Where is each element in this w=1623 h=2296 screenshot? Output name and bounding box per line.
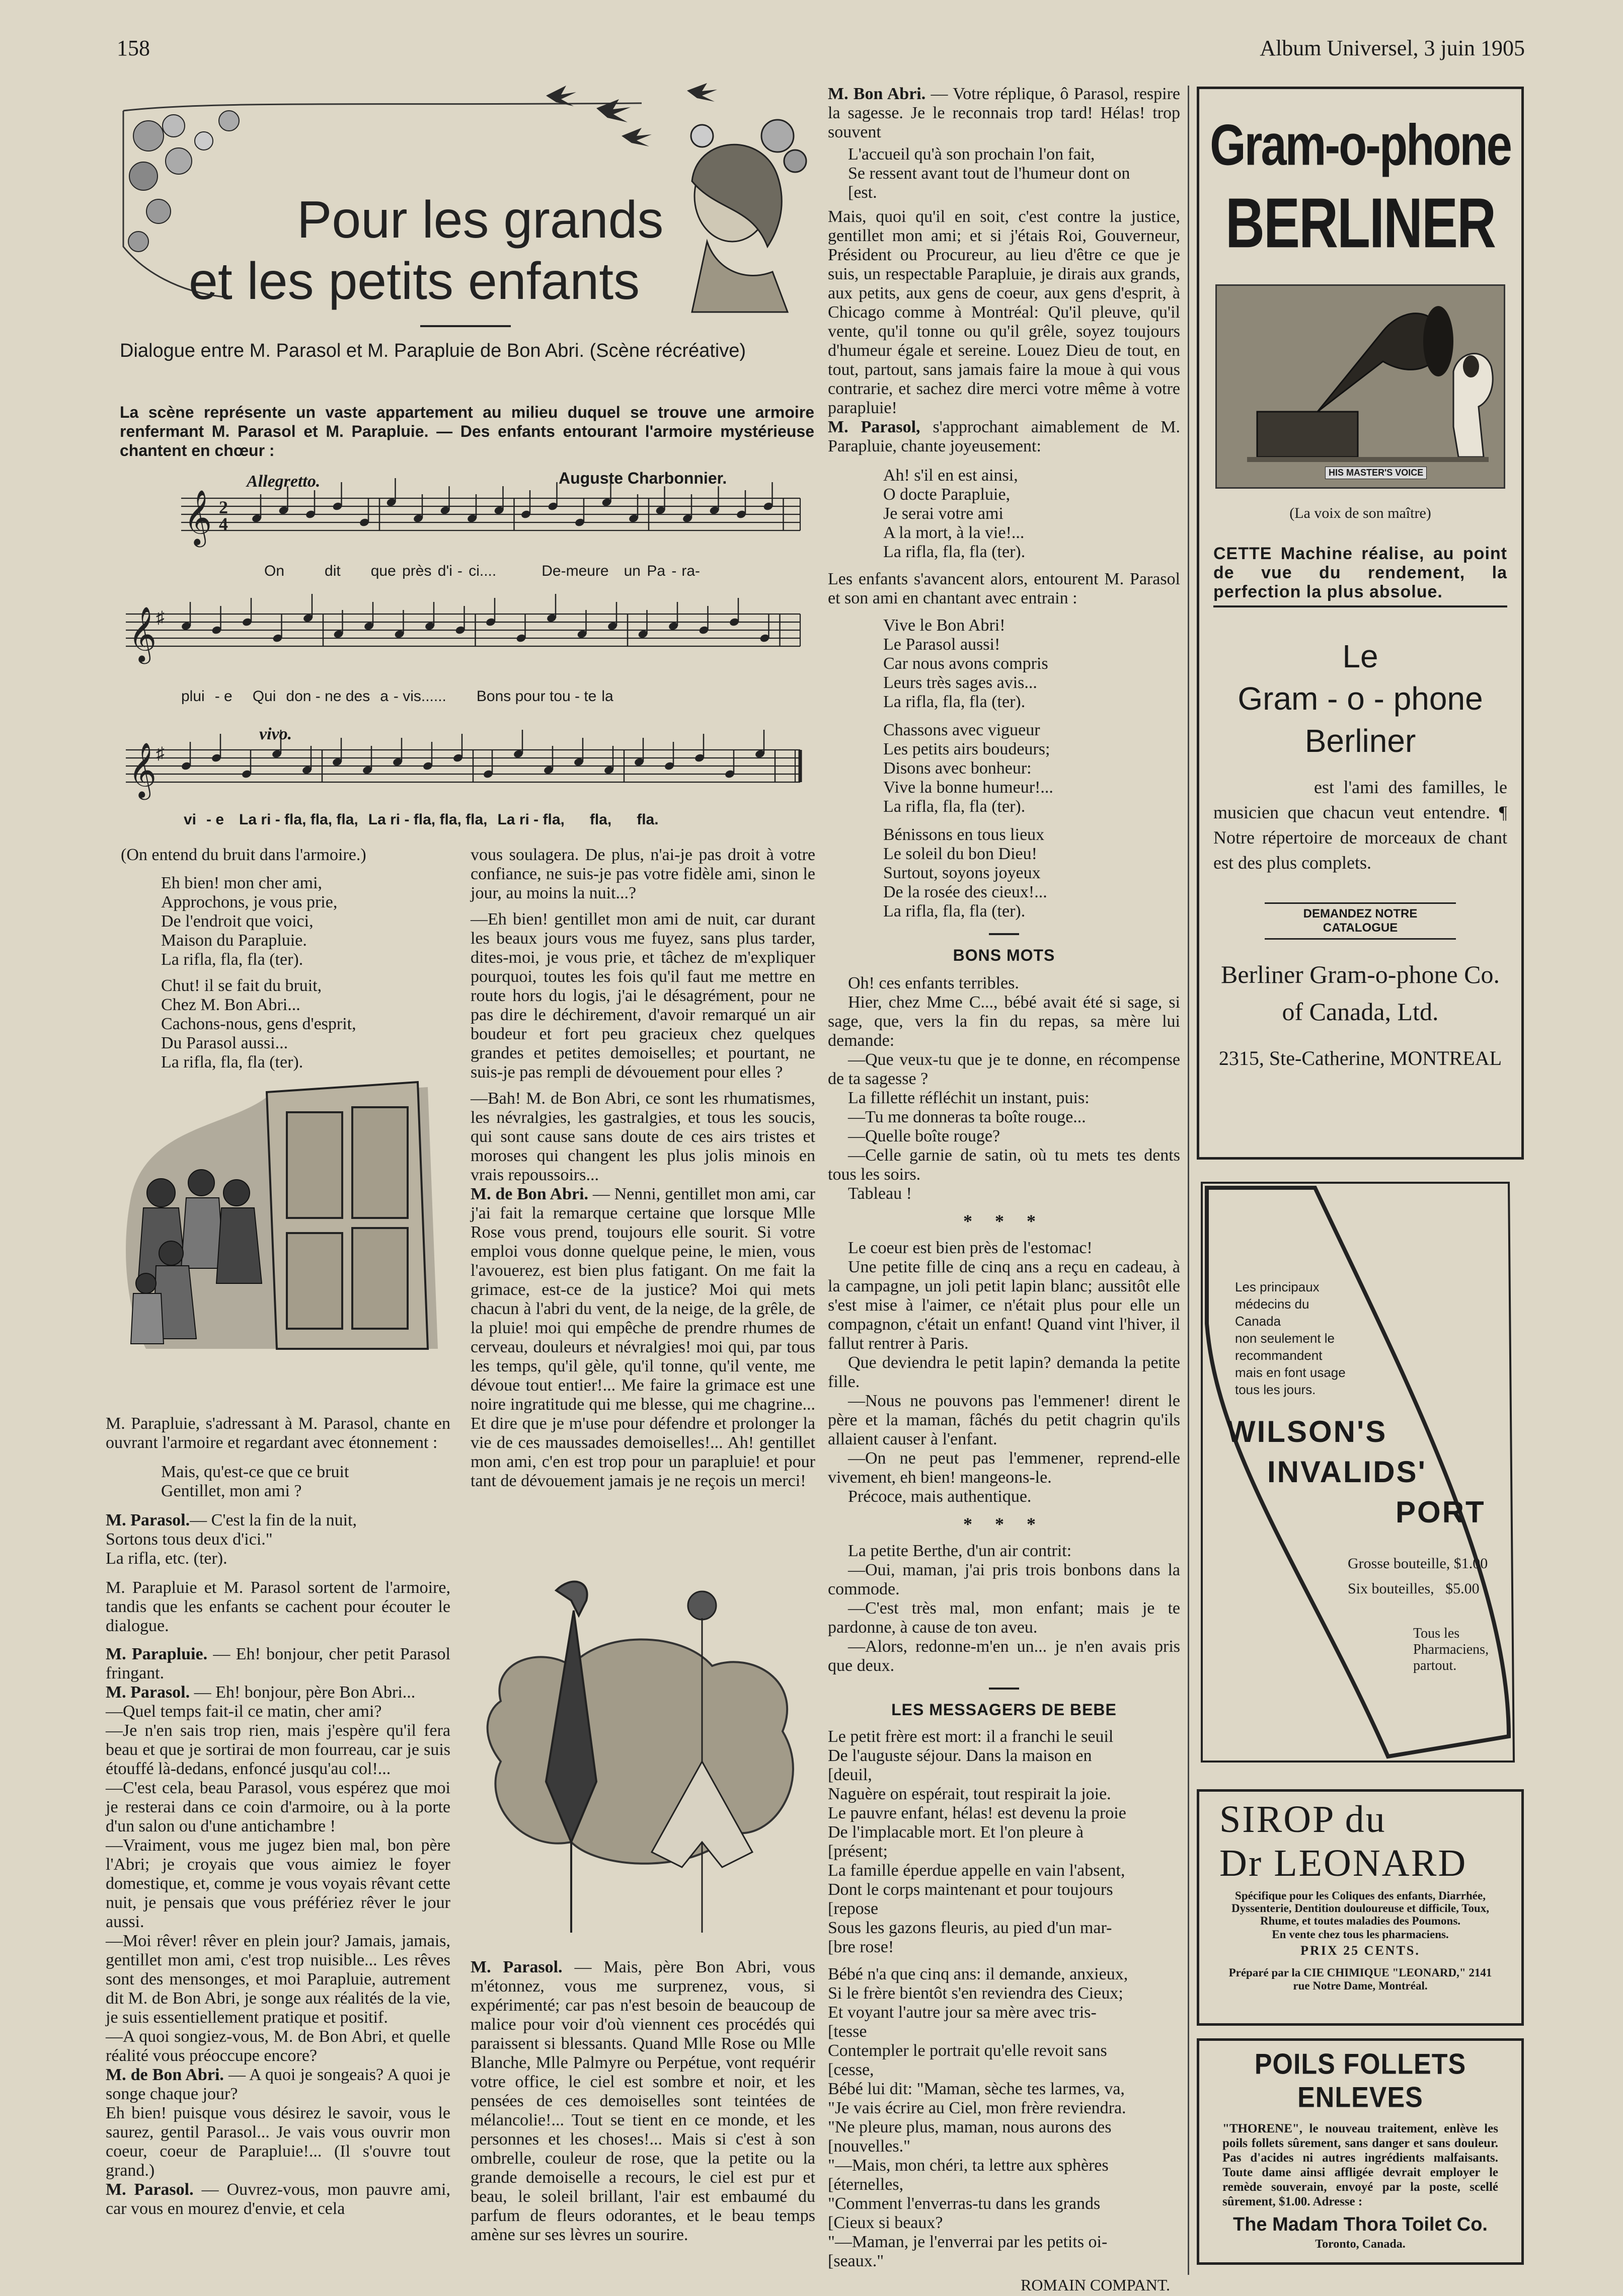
svg-text:𝄞: 𝄞 xyxy=(128,606,157,662)
lyrics-line-3: vi - e La ri - fla, fla, fla, La ri - fla, fla, fla, La ri - fla, fla, fla. xyxy=(184,811,659,828)
ad-sirop-title1: SIROP du xyxy=(1219,1798,1386,1841)
ad-sirop-sale: En vente chez tous les pharmaciens. xyxy=(1272,1928,1449,1941)
lady-portrait xyxy=(691,120,806,312)
ad-wilson-price2: Six bouteilles, $5.00 xyxy=(1348,1580,1480,1597)
ad-company-line1: Berliner Gram-o-phone Co. xyxy=(1220,960,1500,988)
section-rule xyxy=(989,933,1019,935)
music-score xyxy=(121,463,805,825)
flowers-left xyxy=(128,111,239,252)
signature: ROMAIN COMPANT. xyxy=(1021,2276,1170,2294)
dialogue-line: M. Parapluie. — Eh! bonjour, cher petit Parasol fringant. xyxy=(106,1645,451,1682)
ad-wilson-line2: INVALIDS' xyxy=(1267,1455,1427,1489)
stage-direction: M. Parapluie et M. Parasol sortent de l'armoire, tandis que les enfants se cachent pour écouter le dialogue. xyxy=(106,1578,450,1635)
ad-name-line1: Gram - o - phone xyxy=(1238,680,1483,717)
composer: Auguste Charbonnier. xyxy=(559,469,727,487)
separator-stars: * * * xyxy=(963,1211,1045,1231)
ad-poils-title: POILS FOLLETS ENLEVES xyxy=(1254,2048,1466,2114)
column-3: M. Bon Abri. — Votre réplique, ô Parasol, respire la sagesse. Je le reconnais trop tard! Hélas! trop souvent L'accueil qu'à son prochain l'on fait, Se ressent avant tout de l'humeur dont on [est. Mais, quoi qu'il en soit, c'est contre la justice, gentillet mon ami; et si j'étais Roi, Gouverneur, Président ou Procureur, au lieu d'être ce que je suis, un respectable Parapluie, je dirais aux grands, aux petits, aux gens de coeur, aux gens d'esprit, à Chicago comme à Montréal: Qu'il pleuve, qu'il vente, qu'il tonne ou qu'il grêle, soyez toujours d'humeur égale et sereine. Louez Dieu de tout, en tout, partout, sans jamais faire la moue à qui vous contrarie, et sachez dire merci votre même à votre parapluie! M. Parasol, s'approchant aimablement de M. Parapluie, chante joyeusement: Ah! s'il en est ainsi, O docte Parapluie, Je serai votre ami A la mort, à la vie!... La rifla, fla, fla (ter). Les enfants s'avancent alors, entourent M. Parasol et son ami en chantant avec entrain : Vive le Bon Abri! Le Parasol aussi! Car nous avons compris Leurs très sages avis... La rifla, fla, fla (ter). Chassons avec vigueur Les petits airs boudeurs; Disons avec bonheur: Vive la bonne humeur!... La rifla, fla, fla (ter). Bénissons en tous lieux Le soleil du bon Dieu! Surtout, soyons joyeux De la rosée des cieux!... La rifla, fla, fla (ter). BONS MOTS Oh! ces enfants terribles. Hier, chez Mme C..., bébé avait été si sage, si sage, que, vers la fin du repas, sa mère lui demande: —Que veux-tu que je te donne, en récompense de ta sagesse ? La fillette réfléchit un instant, puis: —Tu me donneras ta boîte rouge... —Quelle boîte rouge? —Celle garnie de satin, où tu mets tes dents tous les soirs. Tableau ! * * * Le coeur est bien près de l'estomac! Une petite fille de cinq ans a reçu en cadeau, à la campagne, un joli petit lapin blanc; aussitôt elle s'est mise à l'aimer, ce n'était plus pour elle un compagnon, c'était un enfant! Quand vint l'hiver, il fallut rentrer à Paris. Que deviendra le petit lapin? demanda la petite fille. —Nous ne pouvons pas l'emmener! dirent le père et la maman, fâchés du petit chagrin qu'ils allaient causer à l'enfant. —On ne peut pas l'emmener, reprend-elle vivement, eh bien! mangeons-le. Précoce, mais authentique. * * * La petite Berthe, d'un air contrit: —Oui, maman, j'ai pris trois bonbons dans la commode. —C'est très mal, mon enfant; mais je te pardonne, à cause de ton aveu. —Alors, redonne-m'en un... je n'en avais pris que deux. LES MESSAGERS DE BEBE Le petit frère est mort: il a franchi le seuil De l'auguste séjour. Dans la maison en [deuil, Naguère on espérait, tout respirait la joie. Le pauvre enfant, hélas! est devenu la proie De l'implacable mort. Et l'on pleure à [présent; La famille éperdue appelle en vain l'absent, Dont le corps maintenant et pour toujours [repose Sous les gazons fleuris, au pied d'un mar- [bre rose! Bébé n'a que cinq ans: il demande, anxieux, Si le frère bientôt s'en reviendra des Cieux; Et voyant l'autre jour sa mère avec tris- [tesse Contempler le portrait qu'elle revoit sans [cesse, Bébé lui dit: "Maman, sèche tes larmes, va, "Je vais écrire au Ciel, mon frère reviendra. "Ne pleure plus, maman, nous aurons des [nouvelles." "—Mais, mon chéri, ta lettre aux sphères [éternelles, "Comment l'enverras-tu dans les grands [Cieux si beaux? "—Maman, je l'enverrai par les petits oi- [seaux." ROMAIN COMPANT. xyxy=(828,85,1180,2294)
lyrics-line-1: On dit que près d'i - ci.... De-meure un Pa - ra- xyxy=(264,563,701,579)
umbrella xyxy=(546,1582,596,1933)
ad-poils xyxy=(1197,2038,1524,2265)
svg-text:♯: ♯ xyxy=(156,608,165,627)
scene-intro: La scène représente un vaste appartement au milieu duquel se trouve une armoire renfermant M. Parasol et M. Parapluie. — Des enfants entourant l'armoire mystérieuse chantent en chœur : xyxy=(120,403,814,460)
dialogue-line: —Moi rêver! rêver en plein jour? Jamais, jamais, gentillet mon ami, c'est trop nuisible... Les rêves sont des mensonges, et moi Parapluie, autrement dit M. de Bon Abri, je songe aux réalités de la vie, je suis essentiellement pratique et positif. xyxy=(106,1932,450,2027)
column-1-top xyxy=(121,846,450,1072)
dialogue-line: M. de Bon Abri. — Nenni, gentillet mon ami, car j'ai fait la remarque certaine que lorsque Mlle Rose vous prend, toujours elle sourit. Si votre emploi vous donne quelque peine, le mien, vous l'avouerez, est bien plus fatigant. On me fait la grimace, est-ce de la justice? Moi qui mets chacun à l'abri du vent, de la neige, de la grêle, de la pluie! moi qui empêche de prendre rhumes de cerveau, douleurs et névralgies! moi qui, par tous les temps, qu'il gèle, qu'il tonne, qu'il vente, me dévoue tout entier!... Me faire la grimace est une noire ingratitude qui me blesse, qui me chagrine... Et dire que je m'use pour défendre et prolonger la vie de ces maussades demoiselles!... Ah! gentillet mon ami, c'en est trop pour un parapluie! et pour tant de dévouement jamais je ne reçois un merci! xyxy=(471,1185,815,1490)
svg-text:𝄞: 𝄞 xyxy=(128,742,157,798)
poem: Le petit frère est mort: il a franchi le seuil De l'auguste séjour. Dans la maison en [deuil, Naguère on espérait, tout respirait la joie. Le pauvre enfant, hélas! est devenu la proie De l'implacable mort. Et l'on pleure à [présent; La famille éperdue appelle en vain l'absent, Dont le corps maintenant et pour toujours [repose Sous les gazons fleuris, au pied d'un mar- [bre rose! xyxy=(828,1727,1126,1956)
dialogue-line: —Vraiment, vous me jugez bien mal, bon père l'Abri; je croyais que vous aimiez le foyer domestique, et, comme je vous voyais rêvant cette nuit, je pensais que vous préfériez rêver le jour aussi. xyxy=(106,1836,450,1931)
speaker-name: M. Parasol. xyxy=(106,1511,190,1529)
treble-clef: 𝄞 xyxy=(184,490,212,545)
time-signature: 2 xyxy=(219,497,228,517)
tempo-allegretto: Allegretto. xyxy=(247,472,321,491)
staff-2 xyxy=(126,606,800,664)
ad-claim: CETTE Machine réalise, au point de vue du rendement, la perfection la plus absolue. xyxy=(1213,544,1507,607)
ad-sirop-title2: Dr LEONARD xyxy=(1219,1842,1467,1884)
ad-poils-city: Toronto, Canada. xyxy=(1315,2238,1406,2251)
dialogue-line: M. Parasol. — Eh! bonjour, père Bon Abri... xyxy=(106,1683,416,1702)
running-header: Album Universel, 3 juin 1905 xyxy=(1260,36,1525,60)
dialogue-line: —C'est cela, beau Parasol, vous espérez que moi je resterai dans ce coin d'armoire, ou à la porte d'un salon ou d'une antichambre ! xyxy=(106,1779,450,1835)
section-title: BONS MOTS xyxy=(953,946,1055,964)
dialogue-line: —A quoi songiez-vous, M. de Bon Abri, et quelle réalité vous préoccupe encore? xyxy=(106,2027,450,2065)
song-verse: Chut! il se fait du bruit, Chez M. Bon Abri... Cachons-nous, gens d'esprit, Du Parasol aussi... La rifla, fla, fla (ter). xyxy=(161,976,356,1072)
ad-sirop xyxy=(1197,1789,1524,2026)
dialogue-line: M. Parasol.— C'est la fin de la nuit, Sortons tous deux d'ici." La rifla, etc. (ter). xyxy=(106,1511,357,1568)
staff-3 xyxy=(126,742,800,800)
ad-sirop-body: Spécifique pour les Coliques des enfants, Diarrhée, Dyssenterie, Dentition douloureuse et difficile, Toux, Rhume, et toutes maladies des Poumons. xyxy=(1231,1889,1489,1927)
ad-brand-line2: BERLINER xyxy=(1225,183,1496,263)
separator-stars: * * * xyxy=(963,1514,1045,1534)
dog-and-gramophone-icon xyxy=(1217,286,1504,487)
dialogue-line: M. Parasol. — Ouvrez-vous, mon pauvre ami, car vous en mourez d'envie, et cela xyxy=(106,2180,450,2218)
title-line-1: Pour les grands xyxy=(297,191,664,249)
page-number: 158 xyxy=(117,36,150,60)
subtitle: Dialogue entre M. Parasol et M. Parapluie de Bon Abri. (Scène récréative) xyxy=(120,340,746,361)
ad-catalogue-cta: DEMANDEZ NOTRE CATALOGUE xyxy=(1265,902,1456,940)
column-rule-ads xyxy=(1188,86,1189,2275)
ad-poils-company: The Madam Thora Toilet Co. xyxy=(1233,2214,1488,2235)
dialogue-line: M. de Bon Abri. — A quoi je songeais? A quoi je songe chaque jour? xyxy=(106,2065,450,2103)
dialogue-line: M. Parasol. — Mais, père Bon Abri, vous m'étonnez, vous me surprenez, vous, si expérimenté; car pas n'est besoin de beaucoup de malice pour voir d'où viennent ces procédés qui paraissent si blessants. Quand Mlle Rose ou Mlle Blanche, Mlle Palmyre ou Perpétue, vont requérir votre office, le ciel est sombre et noir, et les pensées de ces demoiselles sont teintées de mélancolie!... Tout se tient en ce monde, et les personnes et les choses!... Mais si c'est à son ombrelle, couleur de rose, que la petite ou la grande demoiselle a recours, le ciel est pur et beau, le soleil brillant, l'air est embaumé du parfum de fleurs odorantes, et le beau temps amène sur ses lèvres un sourire. xyxy=(471,1958,816,2244)
ad-address: 2315, Ste-Catherine, MONTREAL xyxy=(1218,1047,1502,1069)
title-rule xyxy=(420,325,511,327)
dialogue-line: —Je n'en sais trop rien, mais j'espère qu'il fera beau et que je sortirai de mon fourreau, car je suis étouffé là-dedans, enfoncé jusqu'au col!... xyxy=(106,1721,450,1778)
tempo-vivo: vivo. xyxy=(259,725,292,743)
ad-wilson-intro: Les principaux médecins du Canada non seulement le recommandent mais en font usage tous les jours. xyxy=(1235,1279,1346,1397)
staff-1 xyxy=(181,490,800,548)
wardrobe-illustration xyxy=(116,1067,448,1359)
ad-sirop-maker: Préparé par la CIE CHIMIQUE "LEONARD," 2141 rue Notre Dame, Montréal. xyxy=(1228,1966,1492,1992)
stage-direction: (On entend du bruit dans l'armoire.) xyxy=(121,846,366,864)
ad-company-line2: of Canada, Ltd. xyxy=(1282,998,1439,1026)
column-2: vous soulagera. De plus, n'ai-je pas droit à votre confiance, ne suis-je pas votre fidèle ami, sinon le jour, au moins la nuit...? —Eh bien! gentillet mon ami de nuit, car durant les beaux jours vous me fuyez, sans plus tarder, dites-moi, je vous prie, et tâchez de m'expliquer pourquoi, toutes les fois qu'il faut me mettre en route hors du logis, j'ai le désagrément, pour ne pas dire le déchirement, d'avoir remarqué un air boudeur et fort peu gracieux chez quelques grandes et petites demoiselles; et pourtant, ne suis-je pas rempli de dévouement pour elles ? —Bah! M. de Bon Abri, ce sont les rhumatismes, les névralgies, les gastralgies, et tous les soucis, qui sont cause sans doute de ces airs tristes et moroses qui changent les plus jolis minois en vrais repoussoirs... M. de Bon Abri. — Nenni, gentillet mon ami, car j'ai fait la remarque certaine que lorsque Mlle Rose vous prend, toujours elle sourit. Si votre emploi vous donne quelque peine, le mien, vous l'avouerez, est bien plus fatigant. On me fait la grimace, est-ce de la justice? Moi qui mets chacun à l'abri du vent, de la neige, de la grêle, de la pluie! moi qui empêche de prendre rhumes de cerveau, douleurs et névralgies! moi qui, par tous les temps, qu'il gèle, qu'il tonne, qu'il vente, me dévoue tout entier!... Me faire la grimace est une noire ingratitude qui me blesse, qui me chagrine... Et dire que je m'use pour défendre et prolonger la vie de ces maussades demoiselles!... Ah! gentillet mon ami, c'en est trop pour un parapluie! et pour tant de dévouement jamais je ne reçois un merci! xyxy=(471,846,815,1490)
section-rule xyxy=(989,1688,1019,1690)
ad-wilson-line3: PORT xyxy=(1396,1495,1486,1529)
ad-brand-line1: Gram-o-phone xyxy=(1210,113,1511,178)
dialogue-line: —Quel temps fait-il ce matin, cher ami? xyxy=(106,1702,382,1721)
ad-wilson-outro: Tous les Pharmaciens, partout. xyxy=(1413,1626,1489,1673)
ad-body: est l'ami des familles, le musicien que chacun veut entendre. ¶ Notre répertoire de morceaux de chant est des plus complets. xyxy=(1213,777,1507,873)
stage-direction: M. Parapluie, s'adressant à M. Parasol, chante en ouvrant l'armoire et regardant avec étonnement : xyxy=(106,1414,450,1452)
ad-wilson xyxy=(1197,1173,1519,1772)
picture-caption-plate: HIS MASTER'S VOICE xyxy=(1325,467,1427,479)
column-1-bottom xyxy=(106,1414,450,2218)
dialogue-line: Eh bien! puisque vous désirez le savoir, vous le saurez, gentil Parasol... Je vais vous ouvrir mon coeur, coeur de Parapluie!... (Il s'ouvre tout grand.) xyxy=(106,2104,450,2180)
umbrella-parasol-illustration xyxy=(471,1570,815,1948)
lyrics-line-2: plui - e Qui don - ne des a - vis...... Bons pour tou - te la xyxy=(181,688,613,705)
swallow-4 xyxy=(622,128,652,146)
poem: Bébé n'a que cinq ans: il demande, anxieux, Si le frère bientôt s'en reviendra des Cieux; Et voyant l'autre jour sa mère avec tris- [tesse Contempler le portrait qu'elle revoit sans [cesse, Bébé lui dit: "Maman, sèche tes larmes, va, "Je vais écrire au Ciel, mon frère reviendra. "Ne pleure plus, maman, nous aurons des [nouvelles." "—Mais, mon chéri, ta lettre aux sphères [éternelles, "Comment l'enverras-tu dans les grands [Cieux si beaux? "—Maman, je l'enverrai par les petits oi- [seaux." xyxy=(828,1965,1128,2270)
swallow-3 xyxy=(687,83,717,102)
ad-wilson-price1: Grosse bouteille, $1.00 xyxy=(1348,1555,1488,1572)
column-2-bottom xyxy=(471,1958,815,2245)
title-line-2: et les petits enfants xyxy=(189,252,640,311)
ad-name-line2: Berliner xyxy=(1304,723,1416,759)
picture-caption: (La voix de son maître) xyxy=(1289,505,1431,521)
song-verse: Mais, qu'est-ce que ce bruit Gentillet, mon ami ? xyxy=(161,1463,349,1500)
ad-sirop-price: PRIX 25 CENTS. xyxy=(1300,1943,1420,1958)
ad-poils-body: "THORENE", le nouveau traitement, enlève les poils follets sûrement, sans danger et sans douleur. Pas d'acides ni autres ingrédients malfaisants. Toute dame ainsi affligée devrait employer le remède souverain, envoyé par la poste, scellé sûrement, $1.00. Adresse : xyxy=(1222,2122,1498,2208)
song-verse: Eh bien! mon cher ami, Approchons, je vous prie, De l'endroit que voici, Maison du Parapluie. La rifla, fla, fla (ter). xyxy=(161,874,338,969)
dialogue-line: M. Parasol, s'approchant aimablement de M. Parapluie, chante joyeusement: xyxy=(828,418,1180,455)
section-title: LES MESSAGERS DE BEBE xyxy=(891,1701,1117,1719)
dialogue-line: M. Bon Abri. — Votre réplique, ô Parasol, respire la sagesse. Je le reconnais trop tard! Hélas! trop souvent xyxy=(828,85,1180,141)
ad-wilson-line1: WILSON'S xyxy=(1227,1415,1387,1448)
ad-le: Le xyxy=(1342,638,1378,674)
svg-text:♯: ♯ xyxy=(156,744,165,763)
his-masters-voice-picture xyxy=(1215,284,1505,489)
svg-text:4: 4 xyxy=(219,514,228,534)
ad-gramophone xyxy=(1197,87,1524,1160)
